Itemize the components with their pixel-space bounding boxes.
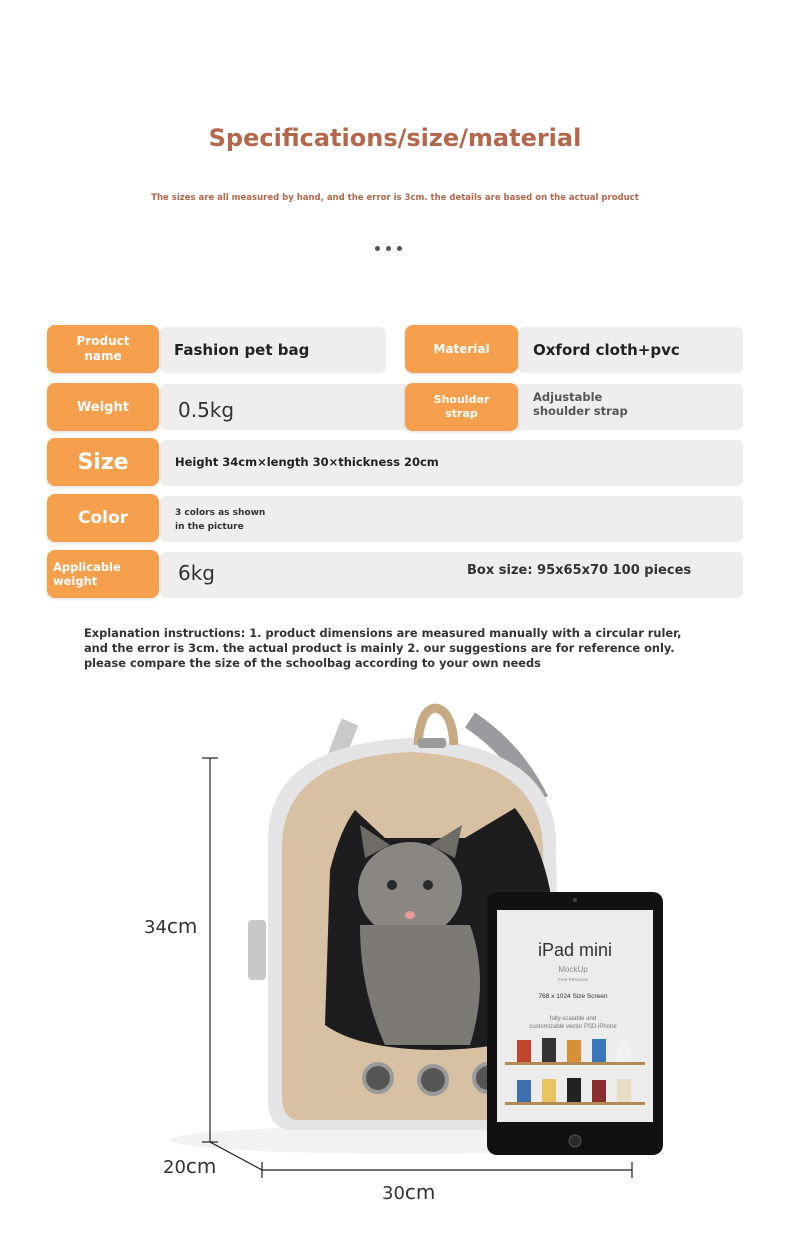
value-color [175, 506, 265, 534]
label-weight-text: Weight [77, 399, 129, 415]
cat-tongue [405, 911, 415, 919]
ipad-free: Free Resource [558, 977, 588, 982]
air-hole-1 [364, 1064, 392, 1092]
label-product-name [47, 325, 159, 373]
ipad-camera [573, 898, 577, 902]
value-box-size: Box size: 95x65x70 100 pieces [467, 563, 692, 578]
label-weight [47, 383, 159, 431]
explanation-text: Explanation instructions: 1. product dimensions are measured manually with a circular ruler, and the error is 3cm. the actual product is mainly 2. our suggestions are for reference only. please compare the size of the schoolbag according to your own needs [84, 626, 682, 670]
dim-width-unit: cm [404, 1180, 436, 1204]
value-product-name: Fashion pet bag [174, 341, 310, 359]
book-1 [517, 1040, 531, 1062]
dim-width-num: 30 [382, 1183, 405, 1204]
product-photo [0, 690, 790, 1245]
label-size [47, 438, 159, 486]
label-shoulder-strap [405, 383, 518, 431]
dim-depth [163, 1154, 216, 1178]
value-color-line1: 3 colors as shown [175, 508, 266, 518]
value-weight: 0.5kg [178, 398, 235, 422]
dim-depth-unit: cm [185, 1154, 217, 1178]
label-color-text: Color [77, 508, 129, 528]
cat-eye-right [423, 880, 433, 890]
ipad-shelf-1 [505, 1062, 645, 1065]
side-mesh [248, 920, 266, 980]
value-color-line2: in the picture [175, 522, 244, 532]
book-7 [542, 1079, 556, 1102]
cat-eye-left [387, 880, 397, 890]
book-9 [592, 1080, 606, 1102]
book-6 [517, 1080, 531, 1102]
value-shoulder-strap: Adjustable shoulder strap [533, 390, 628, 418]
ipad-home-button [569, 1135, 581, 1147]
book-2 [542, 1038, 556, 1062]
value-size: Height 34cm×length 30×thickness 20cm [175, 455, 439, 469]
ipad-screen-size: 768 x 1024 Size Screen [538, 993, 608, 1000]
ipad-shelf-2 [505, 1102, 645, 1105]
label-applicable-weight [47, 550, 159, 598]
dim-depth-num: 20 [163, 1157, 186, 1178]
book-10 [617, 1079, 631, 1102]
page-title: Specifications/size/material [208, 124, 582, 152]
page-subtitle: The sizes are all measured by hand, and the error is 3cm. the details are based on the actual product [151, 193, 639, 203]
product-illustration [0, 690, 790, 1245]
value-material: Oxford cloth+pvc [533, 341, 680, 359]
label-applicable-weight-text: Applicable weight [53, 560, 121, 588]
book-4 [592, 1039, 606, 1062]
dim-height-unit: cm [166, 914, 198, 938]
label-material [405, 325, 518, 373]
zipper [418, 738, 446, 748]
ipad-mockup: MockUp [558, 965, 588, 974]
label-product-name-text: Product name [76, 334, 130, 363]
dim-height [144, 914, 197, 938]
ipad-desc-1: fully-scalable and [549, 1016, 597, 1022]
cat-body [360, 925, 480, 1045]
label-material-text: Material [433, 342, 490, 356]
label-color [47, 494, 159, 542]
decorative-dots [375, 246, 402, 251]
air-hole-2 [419, 1066, 447, 1094]
label-shoulder-strap-text: Shoulder strap [433, 393, 490, 420]
book-8 [567, 1078, 581, 1102]
book-3 [567, 1040, 581, 1062]
value-applicable-weight: 6kg [178, 561, 216, 585]
ipad-desc-2: customizable vector PSD iPhone [529, 1024, 617, 1030]
label-size-text: Size [77, 449, 129, 475]
dim-height-num: 34 [144, 917, 167, 938]
ipad-title: iPad mini [537, 940, 613, 960]
dim-width [382, 1180, 435, 1204]
book-5 [617, 1041, 631, 1062]
cat-head [358, 842, 462, 938]
